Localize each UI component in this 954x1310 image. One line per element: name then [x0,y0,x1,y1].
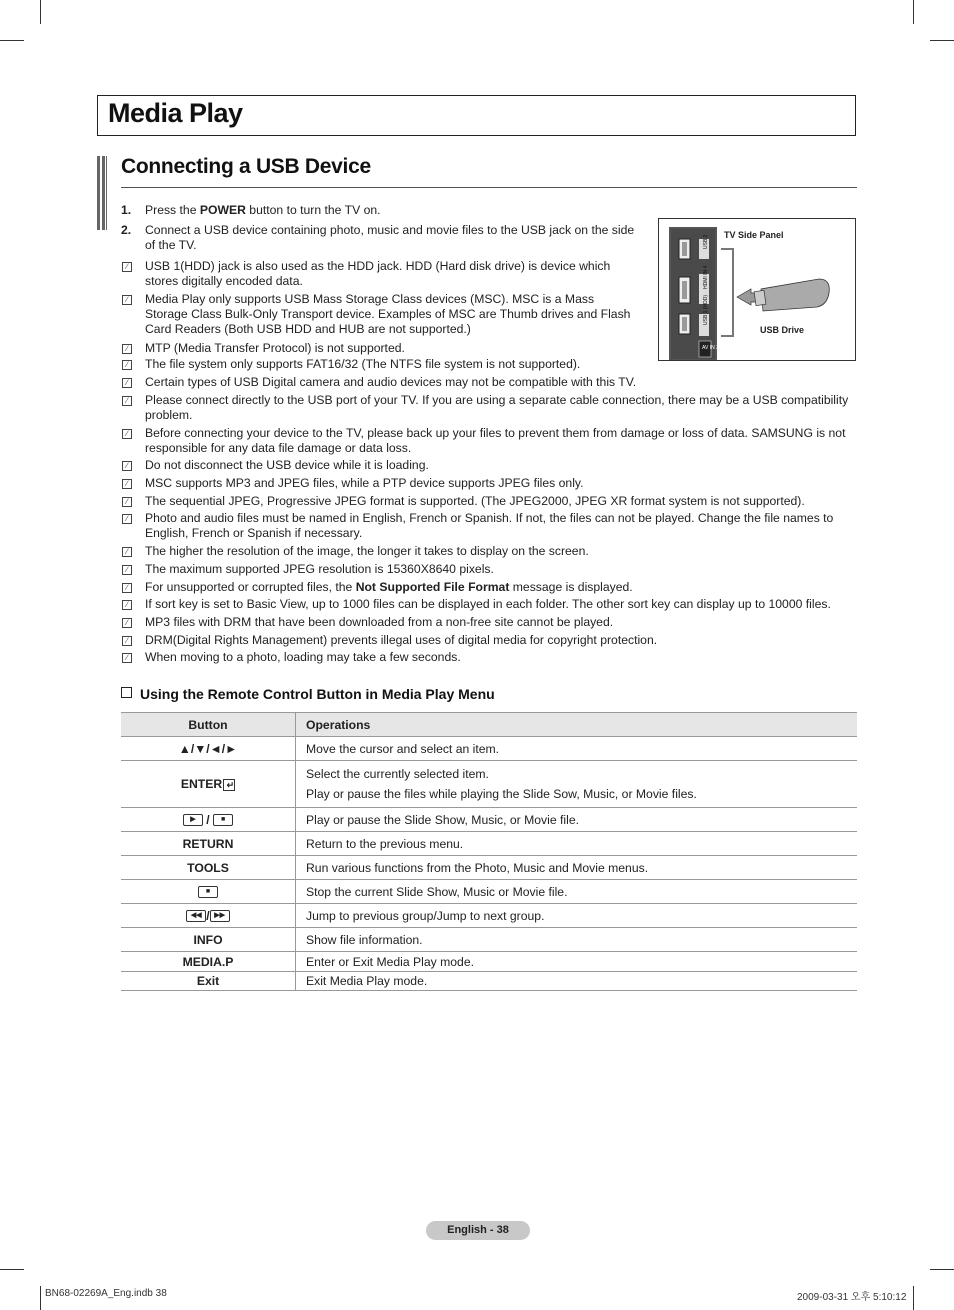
button-name: RETURN [182,836,234,851]
note-icon: ∕ [122,583,132,593]
operation-cell [296,761,858,808]
operation-cell [296,737,858,761]
button-cell: ▶ / ■ [121,808,296,832]
step-number: 2. [121,223,132,237]
note-item: For unsupported or corrupted files, the Not Supported File Format message is displayed. [145,580,633,594]
table-row [121,832,857,856]
operation-text: Move the cursor and select an item. [306,741,500,756]
note-item: Certain types of USB Digital camera and audio devices may not be compatible with this TV. [145,375,637,389]
note-item: When moving to a photo, loading may take a few seconds. [145,650,461,664]
usb-drive-label: USB Drive [760,325,805,335]
note-icon: ∕ [122,636,132,646]
note-icon: ∕ [122,360,132,370]
crop-mark [0,1269,24,1270]
note-icon: ∕ [122,547,132,557]
operation-text: Run various functions from the Photo, Music and Movie menus. [306,860,649,875]
pause-icon: ■ [213,814,233,826]
note-icon: ∕ [122,618,132,628]
page-title: Media Play [108,98,243,128]
table-header-row [121,713,857,737]
fast-forward-icon: ▶▶ [210,910,230,922]
button-name: INFO [193,932,223,947]
operation-text: Show file information. [306,932,423,947]
operation-text: Select the currently selected item. [306,767,489,781]
enter-icon: ↵ [224,780,235,790]
crop-mark [930,1269,954,1270]
button-name: MEDIA.P [182,954,234,969]
table-row [121,952,857,972]
button-cell [121,737,296,761]
table-row [121,856,857,880]
crop-mark [930,40,954,41]
operation-text: Stop the current Slide Show, Music or Movie file. [306,884,568,899]
operation-text: Enter or Exit Media Play mode. [306,954,474,969]
button-name: Exit [196,974,220,988]
button-cell [121,856,296,880]
table-row [121,904,857,928]
crop-mark [40,0,41,24]
crop-mark [913,0,914,24]
note-icon: ∕ [122,479,132,489]
note-icon: ∕ [122,295,132,305]
note-icon: ∕ [122,653,132,663]
crop-mark [40,1286,41,1310]
note-icon: ∕ [122,600,132,610]
note-icon: ∕ [122,461,132,471]
av-label: AV IN 2 [702,345,719,351]
step-number: 1. [121,203,132,217]
stop-icon: ■ [198,886,218,898]
button-cell [121,880,296,904]
footer-file: BN68-02269A_Eng.indb 38 [45,1288,167,1299]
play-icon: ▶ [183,814,203,826]
note-item: USB 1(HDD) jack is also used as the HDD jack. HDD (Hard disk drive) is device which stores digitally encoded data. [145,259,611,288]
table-row [121,737,857,761]
note-item: The file system only supports FAT16/32 (The NTFS file system is not supported). [145,357,581,371]
button-cell [121,972,296,991]
operation-cell [296,904,858,928]
button-cell [121,928,296,952]
operation-text: Play or pause the Slide Show, Music, or Movie file. [306,812,579,827]
table-row [121,928,857,952]
note-item: MTP (Media Transfer Protocol) is not supported. [145,341,405,355]
operation-text: Jump to previous group/Jump to next group. [306,908,545,923]
note-icon: ∕ [122,344,132,354]
button-cell [121,832,296,856]
operation-text: Return to the previous menu. [306,836,464,851]
operation-cell [296,972,858,991]
operation-text: Play or pause the files while playing the Slide Sow, Music, or Movie files. [306,787,697,801]
header-operations: Operations [296,713,858,737]
step-2: Connect a USB device containing photo, music and movie files to the USB jack on the side of the TV. [145,223,635,252]
note-item: MP3 files with DRM that have been downloaded from a non-free site cannot be played. [145,615,614,629]
button-cell [121,952,296,972]
usb-connection-figure [658,218,856,361]
hdmi-label: HDMI IN 4 [703,265,709,289]
tv-side-panel-label: TV Side Panel [724,230,784,240]
remote-buttons-table [121,712,857,991]
note-icon: ∕ [122,514,132,524]
footer-date: 2009-03-31 오후 5:10:12 [797,1292,907,1303]
crop-mark [913,1286,914,1310]
rewind-icon: ◀◀ [186,910,206,922]
note-item: The higher the resolution of the image, the longer it takes to display on the screen. [145,544,589,558]
note-item: DRM(Digital Rights Management) prevents illegal uses of digital media for copyright protection. [145,633,658,647]
tv-side-panel-illustration [659,219,855,360]
table-row [121,880,857,904]
usb2-label: USB 2 [703,234,709,249]
section-title: Connecting a USB Device [121,155,371,178]
button-cell: ◀◀ / ▶▶ [121,904,296,928]
table-row [121,808,857,832]
table-row [121,761,857,808]
operation-cell [296,952,858,972]
note-item: Photo and audio files must be named in English, French or Spanish. If not, the files can not be played. Change the file names to English, French or Spanish if necessary. [145,511,834,540]
usb1-label: USB 1 (HDD) [703,294,709,325]
note-item: If sort key is set to Basic View, up to 1000 files can be displayed in each folder. The other sort key can display up to 10000 files. [145,597,831,611]
button-name: TOOLS [187,860,229,875]
note-item: The maximum supported JPEG resolution is 15360X8640 pixels. [145,562,494,576]
table-row [121,972,857,991]
checkbox-bullet-icon [121,687,132,698]
header-button: Button [121,713,296,737]
operation-text: Exit Media Play mode. [306,974,428,988]
operation-cell [296,928,858,952]
note-item: Media Play only supports USB Mass Storage Class devices (MSC). MSC is a Mass Storage Class Bulk-Only Transport device. Examples of MSC are Thumb drives and Flash Card Readers (Both USB HDD and HUB are not supported.) [145,292,631,336]
note-item: The sequential JPEG, Progressive JPEG format is supported. (The JPEG2000, JPEG XR format system is not supported). [145,494,805,508]
operation-cell [296,808,858,832]
note-icon: ∕ [122,262,132,272]
subsection-title: Using the Remote Control Button in Media Play Menu [121,686,495,702]
button-name: ENTER [180,777,223,791]
note-item: Please connect directly to the USB port of your TV. If you are using a separate cable connection, there may be a USB compatibility problem. [145,393,849,422]
note-icon: ∕ [122,396,132,406]
page-number-label: English - 38 [426,1221,530,1240]
section-divider [121,187,857,188]
note-item: Before connecting your device to the TV, please back up your files to prevent them from damage or loss of data. SAMSUNG is not responsible for any data file damage or data loss. [145,426,846,455]
note-item: Do not disconnect the USB device while it is loading. [145,458,429,472]
operation-cell [296,856,858,880]
step-1: Press the POWER button to turn the TV on. [145,203,381,217]
section-marker [97,156,109,230]
note-icon: ∕ [122,565,132,575]
crop-mark [0,40,24,41]
operation-cell [296,832,858,856]
button-cell [121,761,296,808]
note-item: MSC supports MP3 and JPEG files, while a PTP device supports JPEG files only. [145,476,584,490]
operation-cell [296,880,858,904]
note-icon: ∕ [122,429,132,439]
note-icon: ∕ [122,378,132,388]
note-icon: ∕ [122,497,132,507]
page-title-box [97,95,856,136]
button-name: ▲/▼/◄/► [178,741,238,756]
